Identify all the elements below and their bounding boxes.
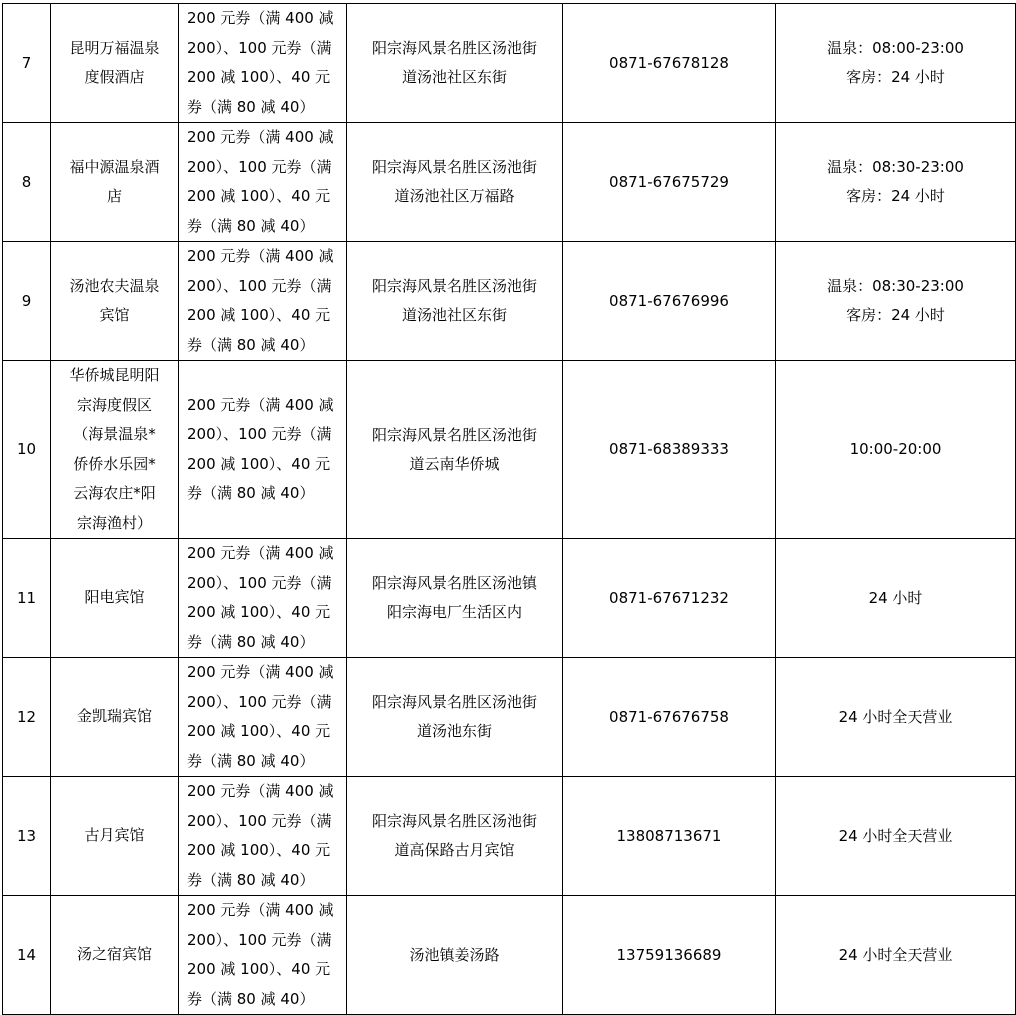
row-number: 8 [21,172,32,191]
hotel-name-line: 度假酒店 [84,68,145,86]
row-number-cell [3,539,51,658]
hotel-address-line: 道汤池社区东街 [401,68,507,86]
coupon-text-line: 200 元券（满 400 减 [187,782,334,800]
coupon-text-cell [179,658,347,777]
business-hours-cell [776,361,1016,539]
table-row [3,777,1016,896]
coupon-text-line: 券（满 80 减 40） [187,97,315,116]
hotel-address-line: 阳宗海风景名胜区汤池街 [371,39,537,57]
hotel-phone: 0871-67675729 [609,172,729,191]
table-row [3,658,1016,777]
hotel-address-cell [347,4,563,123]
hotel-address-cell [347,539,563,658]
row-number-cell [3,4,51,123]
business-hours-cell [776,896,1016,1015]
business-hours-line: 客房：24 小时 [846,187,945,205]
hotel-address-line: 阳宗海风景名胜区汤池街 [371,158,537,176]
row-number-cell [3,242,51,361]
business-hours-cell [776,539,1016,658]
row-number: 14 [16,945,37,964]
business-hours-line: 24 小时全天营业 [838,707,953,726]
hotel-phone: 13808713671 [616,826,722,845]
hotel-address-cell [347,123,563,242]
hotel-phone-cell [563,361,776,539]
hotel-address-line: 道高保路古月宾馆 [394,841,515,859]
coupon-text-line: 200 减 100）、40 元 [187,187,331,205]
hotel-name-cell [51,4,179,123]
hotel-phone-cell [563,658,776,777]
hotel-name-line: 阳电宾馆 [84,588,145,607]
coupon-text-line: 200 元券（满 400 减 [187,901,334,919]
table-row [3,242,1016,361]
coupon-text-line: 200）、100 元券（满 [187,276,332,295]
business-hours-line: 客房：24 小时 [846,68,945,86]
row-number-cell [3,777,51,896]
hotel-address-cell [347,777,563,896]
coupon-text-cell [179,896,347,1015]
hotel-phone: 0871-67678128 [609,53,729,72]
business-hours-cell [776,242,1016,361]
business-hours-line: 24 小时全天营业 [838,826,953,845]
coupon-text-line: 券（满 80 减 40） [187,751,315,770]
hotel-name-cell [51,123,179,242]
table-row [3,539,1016,658]
hotel-table [2,3,1016,1015]
business-hours-line: 温泉：08:30-23:00 [827,277,964,295]
hotel-name-line: 汤之宿宾馆 [76,945,152,964]
hotel-address-line: 阳宗海风景名胜区汤池街 [371,693,537,711]
hotel-name-line: 金凯瑞宾馆 [76,707,152,726]
hotel-phone-cell [563,123,776,242]
row-number-cell [3,896,51,1015]
hotel-address-line: 道汤池社区东街 [401,306,507,324]
coupon-text-cell [179,123,347,242]
hotel-phone-cell [563,4,776,123]
hotel-name-line: 宾馆 [99,306,130,324]
coupon-text-line: 200 元券（满 400 减 [187,128,334,146]
coupon-text-cell [179,539,347,658]
business-hours-cell [776,123,1016,242]
coupon-text-line: 200 减 100）、40 元 [187,722,331,740]
row-number: 10 [16,440,37,458]
hotel-address-cell [347,242,563,361]
hotel-name-line: 云海农庄*阳 [73,484,156,502]
hotel-name-cell [51,896,179,1015]
hotel-name-line: （海景温泉* [73,425,156,443]
hotel-address-cell [347,361,563,539]
coupon-text-line: 券（满 80 减 40） [187,335,315,354]
row-number: 12 [16,707,37,726]
hotel-name-cell [51,242,179,361]
hotel-name-line: 福中源温泉酒 [69,157,160,176]
business-hours-line: 温泉：08:30-23:00 [827,158,964,176]
hotel-phone: 0871-67676758 [609,707,729,726]
coupon-text-line: 200 元券（满 400 减 [187,395,334,414]
row-number: 7 [21,53,32,72]
coupon-text-line: 券（满 80 减 40） [187,989,315,1008]
hotel-phone-cell [563,539,776,658]
hotel-phone: 0871-67676996 [609,291,729,310]
coupon-text-line: 200）、100 元券（满 [187,425,332,443]
coupon-text-line: 200 元券（满 400 减 [187,9,334,27]
coupon-text-line: 200 元券（满 400 减 [187,544,334,562]
business-hours-line: 温泉：08:00-23:00 [827,39,964,57]
row-number-cell [3,361,51,539]
hotel-name-line: 店 [106,187,122,205]
row-number: 11 [16,588,37,607]
hotel-name-line: 汤池农夫温泉 [69,276,160,295]
coupon-text-cell [179,242,347,361]
coupon-text-line: 200）、100 元券（满 [187,692,332,711]
hotel-table-body [3,4,1016,1015]
table-row [3,896,1016,1015]
coupon-text-line: 200）、100 元券（满 [187,157,332,176]
hotel-address-line: 阳宗海风景名胜区汤池街 [371,277,537,295]
row-number: 13 [16,826,37,845]
business-hours-line: 24 小时 [868,588,923,607]
business-hours-cell [776,658,1016,777]
hotel-address-line: 汤池镇姜汤路 [409,945,500,964]
business-hours-line: 10:00-20:00 [849,440,942,458]
coupon-text-line: 200 减 100）、40 元 [187,603,331,621]
hotel-address-line: 阳宗海风景名胜区汤池镇 [371,574,537,592]
business-hours-cell [776,4,1016,123]
coupon-text-cell [179,4,347,123]
coupon-text-line: 200）、100 元券（满 [187,811,332,830]
coupon-text-line: 券（满 80 减 40） [187,216,315,235]
hotel-phone: 0871-67671232 [609,588,729,607]
hotel-phone: 0871-68389333 [609,440,729,458]
coupon-text-line: 券（满 80 减 40） [187,484,315,502]
coupon-text-line: 200）、100 元券（满 [187,38,332,57]
hotel-name-line: 宗海度假区 [76,395,152,414]
row-number-cell [3,658,51,777]
hotel-name-cell [51,539,179,658]
hotel-name-cell [51,777,179,896]
hotel-phone-cell [563,777,776,896]
hotel-phone: 13759136689 [616,945,722,964]
hotel-address-line: 阳宗海电厂生活区内 [386,603,522,621]
hotel-address-line: 阳宗海风景名胜区汤池街 [371,425,537,444]
hotel-phone-cell [563,896,776,1015]
table-row [3,4,1016,123]
coupon-text-line: 200）、100 元券（满 [187,930,332,949]
coupon-text-line: 券（满 80 减 40） [187,870,315,889]
hotel-address-line: 道云南华侨城 [409,454,500,473]
hotel-name-line: 华侨城昆明阳 [69,366,160,384]
coupon-text-line: 200 减 100）、40 元 [187,306,331,324]
coupon-text-line: 200 元券（满 400 减 [187,247,334,265]
coupon-text-cell [179,777,347,896]
business-hours-line: 24 小时全天营业 [838,945,953,964]
coupon-text-line: 200 减 100）、40 元 [187,841,331,859]
hotel-name-cell [51,361,179,539]
hotel-name-line: 昆明万福温泉 [69,38,160,57]
hotel-phone-cell [563,242,776,361]
hotel-address-line: 道汤池社区万福路 [394,187,515,205]
coupon-text-line: 200 减 100）、40 元 [187,454,331,473]
coupon-text-line: 200）、100 元券（满 [187,573,332,592]
coupon-text-line: 200 减 100）、40 元 [187,960,331,978]
row-number-cell [3,123,51,242]
business-hours-cell [776,777,1016,896]
coupon-text-line: 券（满 80 减 40） [187,632,315,651]
hotel-address-line: 道汤池东街 [416,722,492,740]
row-number: 9 [21,291,32,310]
hotel-address-cell [347,896,563,1015]
hotel-name-line: 古月宾馆 [84,826,145,845]
table-row [3,361,1016,539]
hotel-name-cell [51,658,179,777]
business-hours-line: 客房：24 小时 [846,306,945,324]
coupon-text-line: 200 元券（满 400 减 [187,663,334,681]
hotel-name-line: 侨侨水乐园* [73,454,156,473]
table-row [3,123,1016,242]
hotel-address-cell [347,658,563,777]
coupon-text-line: 200 减 100）、40 元 [187,68,331,86]
hotel-name-line: 宗海渔村） [76,513,152,532]
hotel-address-line: 阳宗海风景名胜区汤池街 [371,812,537,830]
coupon-text-cell [179,361,347,539]
